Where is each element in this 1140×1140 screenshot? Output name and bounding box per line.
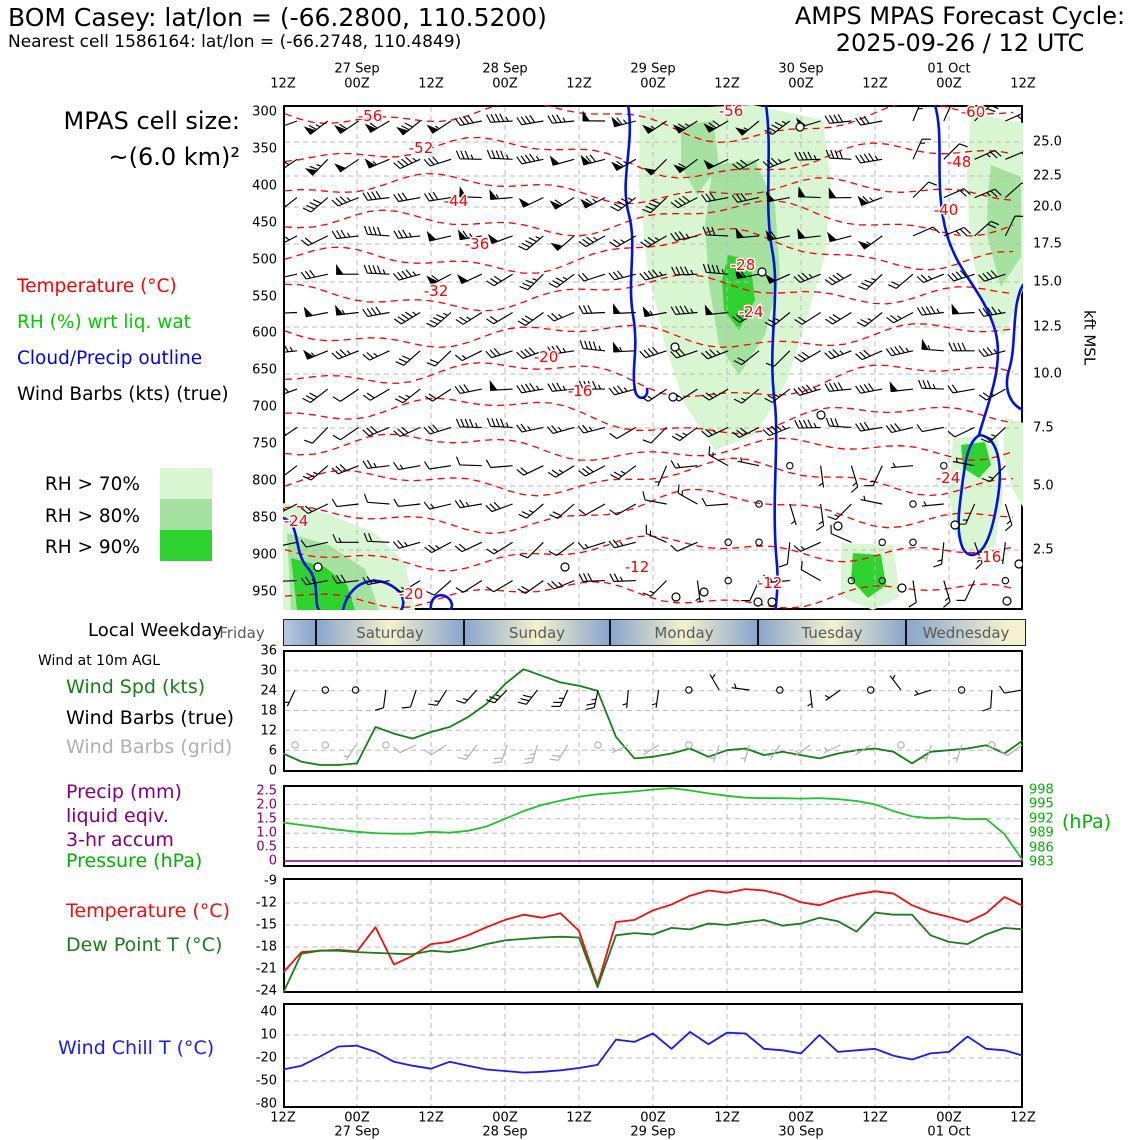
time-tick-bottom: 12Z [1010, 1110, 1036, 1126]
time-tick-top: 12Z [270, 76, 296, 92]
date-tick-bottom: 27 Sep [334, 1124, 380, 1140]
pressure-tick: 700 [252, 399, 277, 415]
weekday-segment-saturday [317, 620, 465, 645]
temp-ytick: -15 [255, 917, 277, 933]
time-tick-bottom: 12Z [270, 1110, 296, 1126]
forecast-cycle-datetime: 2025-09-26 / 12 UTC [835, 29, 1085, 57]
pressure-ytick: 995 [1029, 796, 1054, 812]
date-tick-bottom: 29 Sep [630, 1124, 676, 1140]
precip-ytick: 1.0 [256, 825, 277, 841]
temp-ytick: -21 [255, 961, 277, 977]
wind-speed-label: Wind Spd (kts) [66, 676, 206, 698]
time-tick-top: 00Z [640, 76, 666, 92]
time-tick-bottom: 12Z [566, 1110, 592, 1126]
weekday-segment-tuesday [759, 620, 907, 645]
weekday-segment-monday [611, 620, 759, 645]
wind-ytick: 12 [260, 723, 277, 739]
legend-wind-barbs: Wind Barbs (kts) (true) [17, 384, 229, 405]
pressure-tick: 650 [252, 362, 277, 378]
forecast-cycle-title: AMPS MPAS Forecast Cycle: [794, 2, 1126, 30]
precip-label-2: liquid eqiv. [66, 805, 169, 827]
temp-ytick: -18 [255, 939, 277, 955]
svg-text:-28: -28 [730, 256, 756, 274]
rh-legend-swatch-80 [160, 499, 212, 530]
chill-ytick: 10 [260, 1027, 277, 1043]
pressure-tick: 400 [252, 178, 277, 194]
temp-ytick: -24 [255, 983, 277, 999]
wind-panel-title: Wind at 10m AGL [38, 653, 161, 669]
pressure-tick: 800 [252, 473, 277, 489]
temperature-dewpoint-panel [283, 878, 1023, 993]
svg-text:-20: -20 [398, 585, 424, 603]
pressure-tick: 550 [252, 289, 277, 304]
svg-text:-56: -56 [357, 107, 383, 125]
kft-tick: 10.0 [1033, 366, 1062, 382]
page-subtitle: Nearest cell 1586164: lat/lon = (-66.2748, 110.4849) [8, 32, 462, 52]
dewpoint-label: Dew Point T (°C) [66, 934, 223, 956]
temperature-label: Temperature (°C) [66, 900, 230, 922]
time-tick-bottom: 12Z [714, 1110, 740, 1126]
kft-tick: 2.5 [1033, 542, 1054, 558]
time-tick-bottom: 00Z [492, 1110, 518, 1126]
wind-ytick: 36 [260, 643, 277, 659]
time-tick-top: 00Z [788, 76, 814, 92]
time-tick-bottom: 00Z [640, 1110, 666, 1126]
svg-text:-16: -16 [976, 548, 1002, 566]
cell-size-line1: MPAS cell size: [63, 107, 240, 135]
rh-legend-80-label: RH > 80% [44, 506, 140, 527]
pressure-ytick: 983 [1029, 854, 1054, 870]
time-tick-top: 12Z [862, 76, 888, 92]
weekday-name: Friday [219, 623, 265, 642]
svg-text:-20: -20 [533, 348, 559, 366]
precip-label-3: 3-hr accum [66, 829, 174, 851]
svg-text:-24: -24 [935, 469, 961, 487]
precip-ytick: 1.5 [256, 811, 277, 827]
pressure-ytick: 989 [1029, 825, 1054, 841]
weekday-segment-sunday [465, 620, 611, 645]
svg-text:-44: -44 [443, 192, 469, 210]
wind-chill-label: Wind Chill T (°C) [58, 1037, 215, 1059]
chill-ytick: -20 [255, 1050, 277, 1066]
weekday-name: Wednesday [922, 623, 1010, 642]
time-tick-bottom: 00Z [788, 1110, 814, 1126]
kft-tick: 20.0 [1033, 199, 1062, 215]
time-tick-top: 00Z [344, 76, 370, 92]
date-tick-bottom: 01 Oct [927, 1124, 971, 1140]
date-tick-top: 27 Sep [334, 61, 380, 77]
svg-text:-24: -24 [738, 303, 764, 321]
pressure-ytick: 986 [1029, 840, 1054, 856]
cell-size-line2: ~(6.0 km)² [108, 143, 240, 171]
time-tick-bottom: 00Z [344, 1110, 370, 1126]
legend-cloud-outline: Cloud/Precip outline [17, 348, 203, 369]
svg-text:-24: -24 [283, 512, 309, 530]
rh-legend-90-label: RH > 90% [44, 537, 140, 558]
time-tick-top: 12Z [1010, 76, 1036, 92]
weekday-segment-wednesday [907, 620, 1025, 645]
weekday-bar [219, 619, 1026, 646]
page-title: BOM Casey: lat/lon = (-66.2800, 110.5200) [8, 3, 547, 32]
pressure-tick: 300 [252, 104, 277, 120]
pressure-tick: 500 [252, 252, 277, 268]
pressure-tick: 600 [252, 325, 277, 341]
wind-speed-panel [283, 650, 1023, 772]
svg-text:-56: -56 [718, 105, 744, 120]
precip-ytick: 2.0 [256, 797, 277, 813]
svg-text:-40: -40 [933, 201, 959, 219]
time-tick-bottom: 12Z [862, 1110, 888, 1126]
wind-ytick: 18 [260, 703, 277, 719]
wind-barbs-true-label: Wind Barbs (true) [66, 707, 235, 729]
svg-text:-60: -60 [960, 105, 986, 121]
rh-legend-swatch-70 [160, 468, 212, 499]
weekday-name: Sunday [508, 623, 566, 642]
pressure-unit-label: (hPa) [1062, 811, 1112, 833]
svg-text:-48: -48 [946, 153, 972, 171]
precip-pressure-panel [283, 785, 1023, 867]
pressure-tick: 950 [252, 584, 277, 600]
local-weekday-label: Local Weekday [88, 620, 223, 641]
time-tick-top: 12Z [418, 76, 444, 92]
date-tick-top: 29 Sep [630, 61, 676, 77]
chill-ytick: 40 [260, 1004, 277, 1020]
svg-text:-36: -36 [464, 235, 490, 253]
pressure-tick: 750 [252, 436, 277, 452]
kft-tick: 17.5 [1033, 236, 1062, 252]
weekday-name: Tuesday [801, 623, 863, 642]
kft-tick: 25.0 [1033, 134, 1062, 150]
kft-tick: 22.5 [1033, 168, 1062, 184]
weekday-name: Monday [654, 623, 714, 642]
date-tick-top: 30 Sep [778, 61, 824, 77]
date-tick-top: 28 Sep [482, 61, 528, 77]
rh-legend-swatch-90 [160, 530, 212, 561]
wind-ytick: 0 [268, 763, 277, 779]
pressure-tick: 900 [252, 547, 277, 563]
time-tick-top: 12Z [566, 76, 592, 92]
time-tick-top: 00Z [936, 76, 962, 92]
svg-text:-52: -52 [408, 139, 434, 157]
temp-ytick: -12 [255, 895, 277, 911]
svg-text:-16: -16 [567, 382, 593, 400]
pressure-ytick: 992 [1029, 811, 1054, 827]
pressure-ytick: 998 [1029, 782, 1054, 798]
svg-text:-32: -32 [423, 282, 449, 300]
wind-ytick: 30 [260, 663, 277, 679]
legend-temperature: Temperature (°C) [17, 276, 177, 297]
precip-ytick: 2.5 [256, 783, 277, 799]
wind-barbs-grid-label: Wind Barbs (grid) [66, 736, 233, 758]
svg-text:-12: -12 [624, 558, 650, 576]
pressure-tick: 450 [252, 215, 277, 231]
kft-tick: 5.0 [1033, 478, 1054, 494]
time-tick-top: 12Z [714, 76, 740, 92]
svg-text:-12: -12 [757, 574, 783, 592]
time-tick-bottom: 12Z [418, 1110, 444, 1126]
chill-ytick: -50 [255, 1073, 277, 1089]
pressure-tick: 350 [252, 141, 277, 157]
time-tick-top: 00Z [492, 76, 518, 92]
kft-tick: 15.0 [1033, 274, 1062, 290]
date-tick-bottom: 28 Sep [482, 1124, 528, 1140]
date-tick-bottom: 30 Sep [778, 1124, 824, 1140]
pressure-tick: 850 [252, 510, 277, 526]
chill-ytick: -80 [255, 1096, 277, 1112]
kft-tick: 12.5 [1033, 319, 1062, 335]
pressure-label: Pressure (hPa) [66, 850, 203, 872]
time-tick-bottom: 00Z [936, 1110, 962, 1126]
wind-ytick: 24 [260, 683, 277, 699]
precip-label-1: Precip (mm) [66, 781, 182, 803]
kft-tick: 7.5 [1033, 420, 1054, 436]
precip-ytick: 0 [268, 853, 277, 869]
kft-axis-label: kft MSL [1080, 310, 1099, 366]
weekday-segment-friday [219, 620, 317, 645]
weekday-name: Saturday [356, 623, 424, 642]
rh-legend-70-label: RH > 70% [44, 474, 140, 495]
precip-ytick: 0.5 [256, 839, 277, 855]
main-cross-section [283, 105, 1023, 610]
legend-rh: RH (%) wrt liq. wat [17, 312, 191, 333]
wind-chill-panel [283, 1003, 1023, 1108]
temp-ytick: -9 [264, 873, 277, 889]
date-tick-top: 01 Oct [927, 61, 971, 77]
wind-ytick: 6 [268, 743, 277, 759]
